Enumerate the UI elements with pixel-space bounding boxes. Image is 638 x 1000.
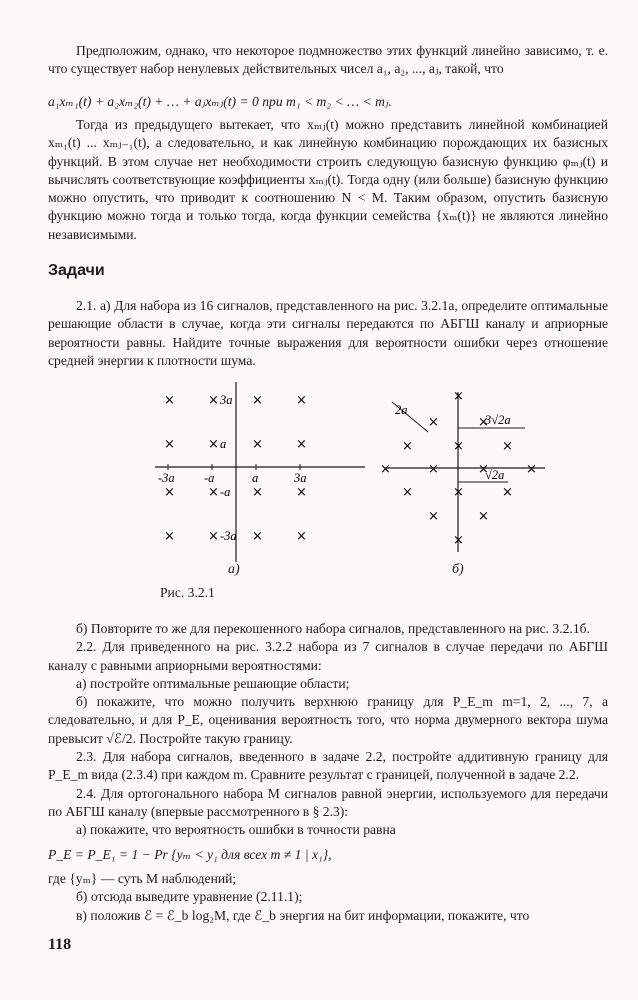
figure-3-2-1 [140,382,560,586]
label-2a: 2a [395,403,408,417]
signal-point: × [402,439,413,454]
signal-point: × [453,485,464,500]
signal-point: × [296,437,307,452]
signal-point: × [252,437,263,452]
signal-point: × [453,533,464,548]
signal-point: × [164,485,175,500]
signal-point: × [478,462,489,477]
signal-point: × [252,485,263,500]
subfigure-a-label: а) [228,562,240,577]
axis-label: a [252,471,259,485]
signal-constellations [140,382,560,582]
problem-2-2-text: 2.2. Для приведенного на рис. 3.2.2 набора из 7 сигналов в случае передачи по АБГШ каналу с равными априорными вероятностями: [48,639,608,673]
problem-2-1 [48,297,608,370]
signal-point: × [164,529,175,544]
section-heading: Задачи [48,262,105,279]
problem-2-2-b-text: б) покажите, что можно получить верхнюю границу для P_E_m m=1, 2, ..., 7, а следовательно, и для P_E, оценивания вероятность того, что норма двумерного вектора шума превысит √ℰ/2. Постройте такую границу. [48,694,608,746]
problem-2-4-text: 2.4. Для ортогонального набора M сигналов равной энергии, используемого для передачи по АБГШ каналу (впервые рассмотренного в § 2.3): [48,785,608,819]
label-a: a [220,437,227,451]
problem-2-4-e-text: в) положив ℰ = ℰ_b log₂M, где ℰ_b энергия на бит информации, покажите, что [76,907,530,923]
error-probability-formula: P_E = P_E₁ = 1 − Pr {yₘ < y₁ для всех m ≠ 1 | x₁}, [48,847,332,862]
signal-point: × [502,485,513,500]
page-number: 118 [48,936,72,953]
signal-point: × [502,439,513,454]
signal-point: × [252,393,263,408]
label-root2-a: √2a [485,468,505,482]
signal-point: × [526,462,537,477]
signal-point: × [252,529,263,544]
intro-paragraph [48,42,608,79]
signal-point: × [428,462,439,477]
signal-point: × [164,393,175,408]
signal-point: × [380,462,391,477]
problem-2-1-b [48,620,608,840]
signal-point: × [478,415,489,430]
signal-point: × [478,509,489,524]
label-neg-3a: -3a [220,529,237,543]
intro-text-2: Тогда из предыдущего вытекает, что xₘⱼ(t) можно представить линейной комбинацией xₘ₁(t) ... xₘⱼ₋₁(t), а следовательно, и как линейную комбинацию порождающих их базисных функций. В этом случае нет необходимости строить следующую базисную функцию φₘⱼ(t) и вычислять соответствующие коэффициенты xₘⱼ(t). Тогда одну (или больше) базисную функцию можно опустить, что приводит к соотношению N < M. Таким образом, опустить базисную функцию можно тогда и только тогда, когда функции семейства {xₘ(t)} не являются линейно независимыми. [48,117,608,242]
signal-point: × [208,485,219,500]
signal-point: × [208,393,219,408]
problem-2-3-text: 2.3. Для набора сигналов, введенного в задаче 2.2, постройте аддитивную границу для P_E_m вида (2.3.4) при каждом m. Сравните результат с границей, полученной в задаче 2.2. [48,749,608,783]
axis-label: 3a [294,471,307,485]
subfigure-b-label: б) [452,562,464,577]
signal-point: × [296,485,307,500]
signal-point: × [453,439,464,454]
linear-dependence-formula: a₁xₘ₁(t) + a₂xₘ₂(t) + … + aⱼxₘⱼ(t) = 0 при m₁ < m₂ < … < mⱼ. [48,94,392,109]
problem-2-2-a-text: а) постройте оптимальные решающие области; [76,675,350,691]
label-3-root2-a: 3√2a [485,413,511,427]
signal-point: × [428,509,439,524]
problem-2-1-b-text: б) Повторите то же для перекошенного набора сигналов, представленного на рис. 3.2.1б. [76,621,590,636]
signal-point: × [208,529,219,544]
signal-point: × [453,389,464,404]
signal-point: × [428,415,439,430]
constellation-b [380,389,545,552]
problem-2-1-text: 2.1. а) Для набора из 16 сигналов, представленного на рис. 3.2.1а, определите оптимальные решающие области в случае, когда эти сигналы передаются по АБГШ каналу и априорные вероятности равны. Найдите точные выражения для вероятности ошибки через отношение средней энергии к плотности шума. [48,298,608,368]
problem-2-4-a-text: а) покажите, что вероятность ошибки в точности равна [76,822,396,838]
constellation-a [155,382,365,562]
signal-point: × [296,529,307,544]
problem-2-4-cont [48,870,608,925]
intro-text-1: Предположим, однако, что некоторое подмножество этих функций линейно зависимо, т. е. что существует набор ненулевых действительных чисел a₁, a₂, ..., aⱼ, такой, что [48,43,608,77]
signal-point: × [208,437,219,452]
problem-2-4-c-text: где {yₘ} — суть M наблюдений; [48,871,237,886]
axis-label: -3a [158,471,175,485]
axis-label: -a [204,471,215,485]
signal-point: × [164,437,175,452]
figure-caption: Рис. 3.2.1 [160,585,215,600]
signal-point: × [296,393,307,408]
signal-point: × [402,485,413,500]
label-neg-a: -a [220,485,231,499]
intro-paragraph-2 [48,116,608,244]
problem-2-4-d-text: б) отсюда выведите уравнение (2.11.1); [76,889,303,905]
label-3a: 3a [220,393,233,407]
